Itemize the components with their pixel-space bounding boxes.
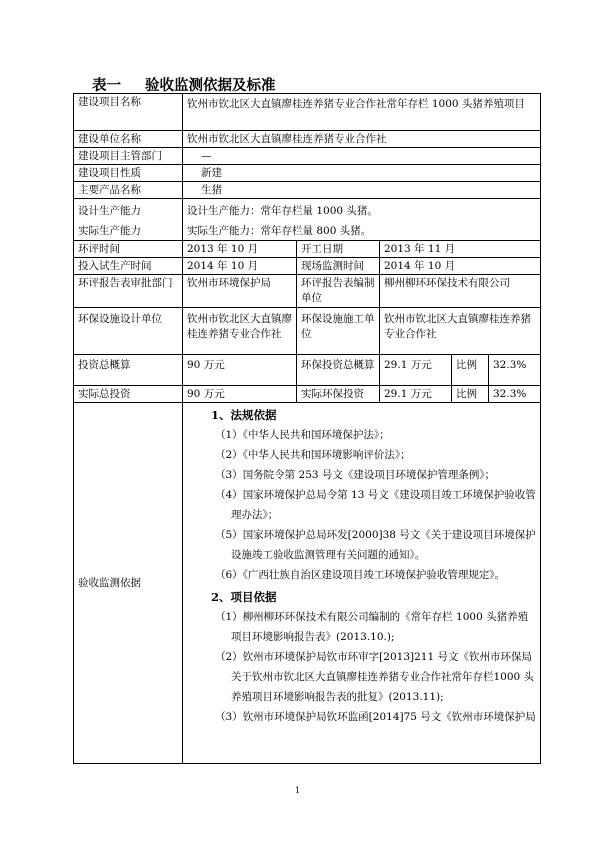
table-row [74,221,541,241]
list-item-text: 国家环境保护总局环发[2000]38 号文《关于建设项目环境保护设施竣工验收监测管理有关问题的通知》。 [231,529,536,561]
list-item-number: （6） [215,569,243,581]
start-date-label: 开工日期 [297,241,380,258]
actual-capacity-value: 实际生产能力：常年存栏量 800 头猪。 [183,221,541,241]
list-item-text: 国务院令第 253 号文《建设项目环境保护管理条例》； [242,469,496,481]
monitoring-time-label: 现场监测时间 [297,258,380,275]
nature-label: 建设项目性质 [74,165,183,182]
table-row [74,275,541,308]
env-budget-label: 环保投资总概算 [297,355,380,386]
list-item-number: （1） [215,611,243,623]
list-item-number: （2） [215,449,243,461]
list-item-number: （3） [215,469,243,481]
facility-designer-label: 环保设施设计单位 [74,308,183,355]
nature-value: 新建 [183,165,541,182]
list-item-text: 《中华人民共和国环境保护法》； [242,429,390,441]
list-item-number: （4） [215,489,243,501]
budget-ratio-label: 比例 [452,355,489,386]
list-item-text: 钦州市环境保护局钦环监函[2014]75 号文《钦州市环境保护局 [242,711,536,723]
list-item [191,485,536,525]
list-item-text: 柳州柳环环保技术有限公司编制的《常年存栏 1000 头猪养殖项目环境影响报告表》(2013.10.); [231,611,529,643]
authority-value: — [183,148,541,165]
authority-label: 建设项目主管部门 [74,148,183,165]
table-row [74,165,541,182]
list-item [191,647,536,707]
acceptance-basis-table [73,93,541,764]
facility-builder-value: 钦州市钦北区大直镇廖桂连养猪专业合作社 [380,308,541,355]
facility-designer-value: 钦州市钦北区大直镇廖桂连养猪专业合作社 [183,308,297,355]
start-date-value: 2013 年 11 月 [380,241,541,258]
actual-ratio-label: 比例 [452,386,489,403]
table-row [74,403,541,764]
list-item-text: 《广西壮族自治区建设项目竣工环境保护验收管理规定》。 [242,569,506,581]
actual-env-invest-label: 实际环保投资 [297,386,380,403]
table-row [74,308,541,355]
list-item-number: （5） [215,529,243,541]
table-row [74,199,541,221]
builder-label: 建设单位名称 [74,131,183,148]
project-name-value: 钦州市钦北区大直镇廖桂连养猪专业合作社常年存栏 1000 头猪养殖项目 [183,94,541,131]
list-item-number: （2） [215,651,243,663]
builder-value: 钦州市钦北区大直镇廖桂连养猪专业合作社 [183,131,541,148]
table-row [74,355,541,386]
table-heading [92,74,276,95]
table-title: 验收监测依据及标准 [145,77,276,94]
approval-dept-value: 钦州市环境保护局 [183,275,297,308]
table-row [74,131,541,148]
basis-label: 验收监测依据 [74,403,183,764]
list-item-text: 《中华人民共和国环境影响评价法》； [242,449,411,461]
report-compiler-label: 环评报告表编制单位 [297,275,380,308]
list-item [191,607,536,647]
approval-dept-label: 环评报告表审批部门 [74,275,183,308]
product-value: 生猪 [183,182,541,199]
report-compiler-value: 柳州柳环环保技术有限公司 [380,275,541,308]
list-item-number: （3） [215,711,243,723]
actual-ratio-value: 32.3% [489,386,541,403]
table-row [74,148,541,165]
design-capacity-label: 设计生产能力 [74,199,183,221]
table-row [74,258,541,275]
page-number: 1 [294,786,301,795]
budget-label: 投资总概算 [74,355,183,386]
trial-time-label: 投入试生产时间 [74,258,183,275]
regulation-basis-list [191,425,536,585]
list-item [191,707,536,727]
regulation-basis-heading: 1、法规依据 [211,408,277,422]
table-row [74,94,541,131]
project-name-label: 建设项目名称 [74,94,183,131]
table-number: 表一 [92,77,121,94]
actual-env-invest-value: 29.1 万元 [380,386,452,403]
actual-capacity-label: 实际生产能力 [74,221,183,241]
env-budget-value: 29.1 万元 [380,355,452,386]
facility-builder-label: 环保设施施工单位 [297,308,380,355]
list-item [191,465,536,485]
trial-time-value: 2014 年 10 月 [183,258,297,275]
table-row [74,241,541,258]
actual-invest-label: 实际总投资 [74,386,183,403]
actual-invest-value: 90 万元 [183,386,297,403]
list-item [191,565,536,585]
project-basis-heading: 2、项目依据 [211,590,277,604]
budget-value: 90 万元 [183,355,297,386]
table-row [74,386,541,403]
list-item-text: 钦州市环境保护局钦市环审字[2013]211 号文《钦州市环保局关于钦州市钦北区大直镇廖桂连养猪专业合作社常年存栏1000 头养殖项目环境影响报告表的批复》(2013.11); [231,651,535,703]
budget-ratio-value: 32.3% [489,355,541,386]
list-item [191,445,536,465]
list-item-number: （1） [215,429,243,441]
basis-content [183,403,541,764]
monitoring-time-value: 2014 年 10 月 [380,258,541,275]
table-row [74,182,541,199]
project-basis-list [191,607,536,727]
eia-time-label: 环评时间 [74,241,183,258]
product-label: 主要产品名称 [74,182,183,199]
list-item-text: 国家环境保护总局令第 13 号文《建设项目竣工环境保护验收管理办法》； [231,489,536,521]
list-item [191,425,536,445]
design-capacity-value: 设计生产能力：常年存栏量 1000 头猪。 [183,199,541,221]
list-item [191,525,536,565]
eia-time-value: 2013 年 10 月 [183,241,297,258]
